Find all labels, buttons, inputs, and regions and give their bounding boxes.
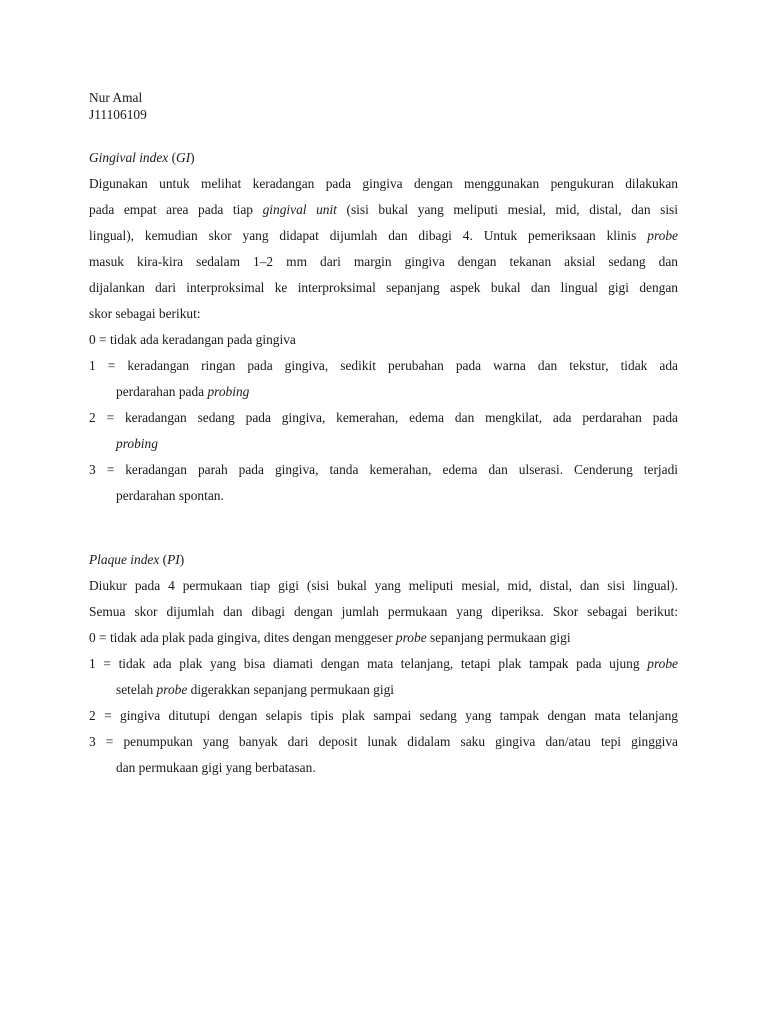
pi-score-1: 1 = tidak ada plak yang bisa diamati dengan mata telanjang, tetapi plak tampak pada ujung probe (89, 656, 678, 671)
gi-paragraph-line: Digunakan untuk melihat keradangan pada gingiva dengan menggunakan pengukuran dilakukan (89, 176, 678, 191)
gi-paragraph-line: skor sebagai berikut: (89, 306, 201, 321)
gi-score-1: 1 = keradangan ringan pada gingiva, sedikit perubahan pada warna dan tekstur, tidak ada (89, 358, 678, 373)
pi-score-3-cont: dan permukaan gigi yang berbatasan. (116, 760, 316, 775)
gi-paragraph-line: pada empat area pada tiap gingival unit (sisi bukal yang meliputi mesial, mid, distal, dan sisi (89, 202, 678, 217)
gi-score-2: 2 = keradangan sedang pada gingiva, kemerahan, edema dan mengkilat, ada perdarahan pada (89, 410, 678, 425)
gi-score-3-cont: perdarahan spontan. (116, 488, 224, 503)
pi-heading: Plaque index (PI) (89, 552, 185, 567)
author-name: Nur Amal (89, 90, 143, 105)
pi-score-1-cont: setelah probe digerakkan sepanjang permukaan gigi (116, 682, 395, 697)
pi-paragraph-line: Diukur pada 4 permukaan tiap gigi (sisi bukal yang meliputi mesial, mid, distal, dan sisi lingual). (89, 578, 678, 593)
pi-paragraph-line: Semua skor dijumlah dan dibagi dengan jumlah permukaan yang diperiksa. Skor sebagai berikut: (89, 604, 678, 619)
author-id: J11106109 (89, 107, 147, 122)
pi-score-3: 3 = penumpukan yang banyak dari deposit lunak didalam saku gingiva dan/atau tepi ginggiva (89, 734, 678, 749)
pi-score-2: 2 = gingiva ditutupi dengan selapis tipis plak sampai sedang yang tampak dengan mata telanjang (89, 708, 678, 723)
gi-score-0: 0 = tidak ada keradangan pada gingiva (89, 332, 296, 347)
gi-paragraph-line: masuk kira-kira sedalam 1–2 mm dari margin gingiva dengan tekanan aksial sedang dan (89, 254, 678, 269)
gi-score-3: 3 = keradangan parah pada gingiva, tanda kemerahan, edema dan ulserasi. Cenderung terjadi (89, 462, 678, 477)
gi-paragraph-line: lingual), kemudian skor yang didapat dijumlah dan dibagi 4. Untuk pemeriksaan klinis probe (89, 228, 678, 243)
pi-score-0: 0 = tidak ada plak pada gingiva, dites dengan menggeser probe sepanjang permukaan gigi (89, 630, 571, 645)
gi-paragraph-line: dijalankan dari interproksimal ke interproksimal sepanjang aspek bukal dan lingual gigi dengan (89, 280, 678, 295)
gi-score-2-cont: probing (116, 436, 158, 451)
gi-heading: Gingival index (GI) (89, 150, 195, 165)
gi-score-1-cont: perdarahan pada probing (116, 384, 250, 399)
